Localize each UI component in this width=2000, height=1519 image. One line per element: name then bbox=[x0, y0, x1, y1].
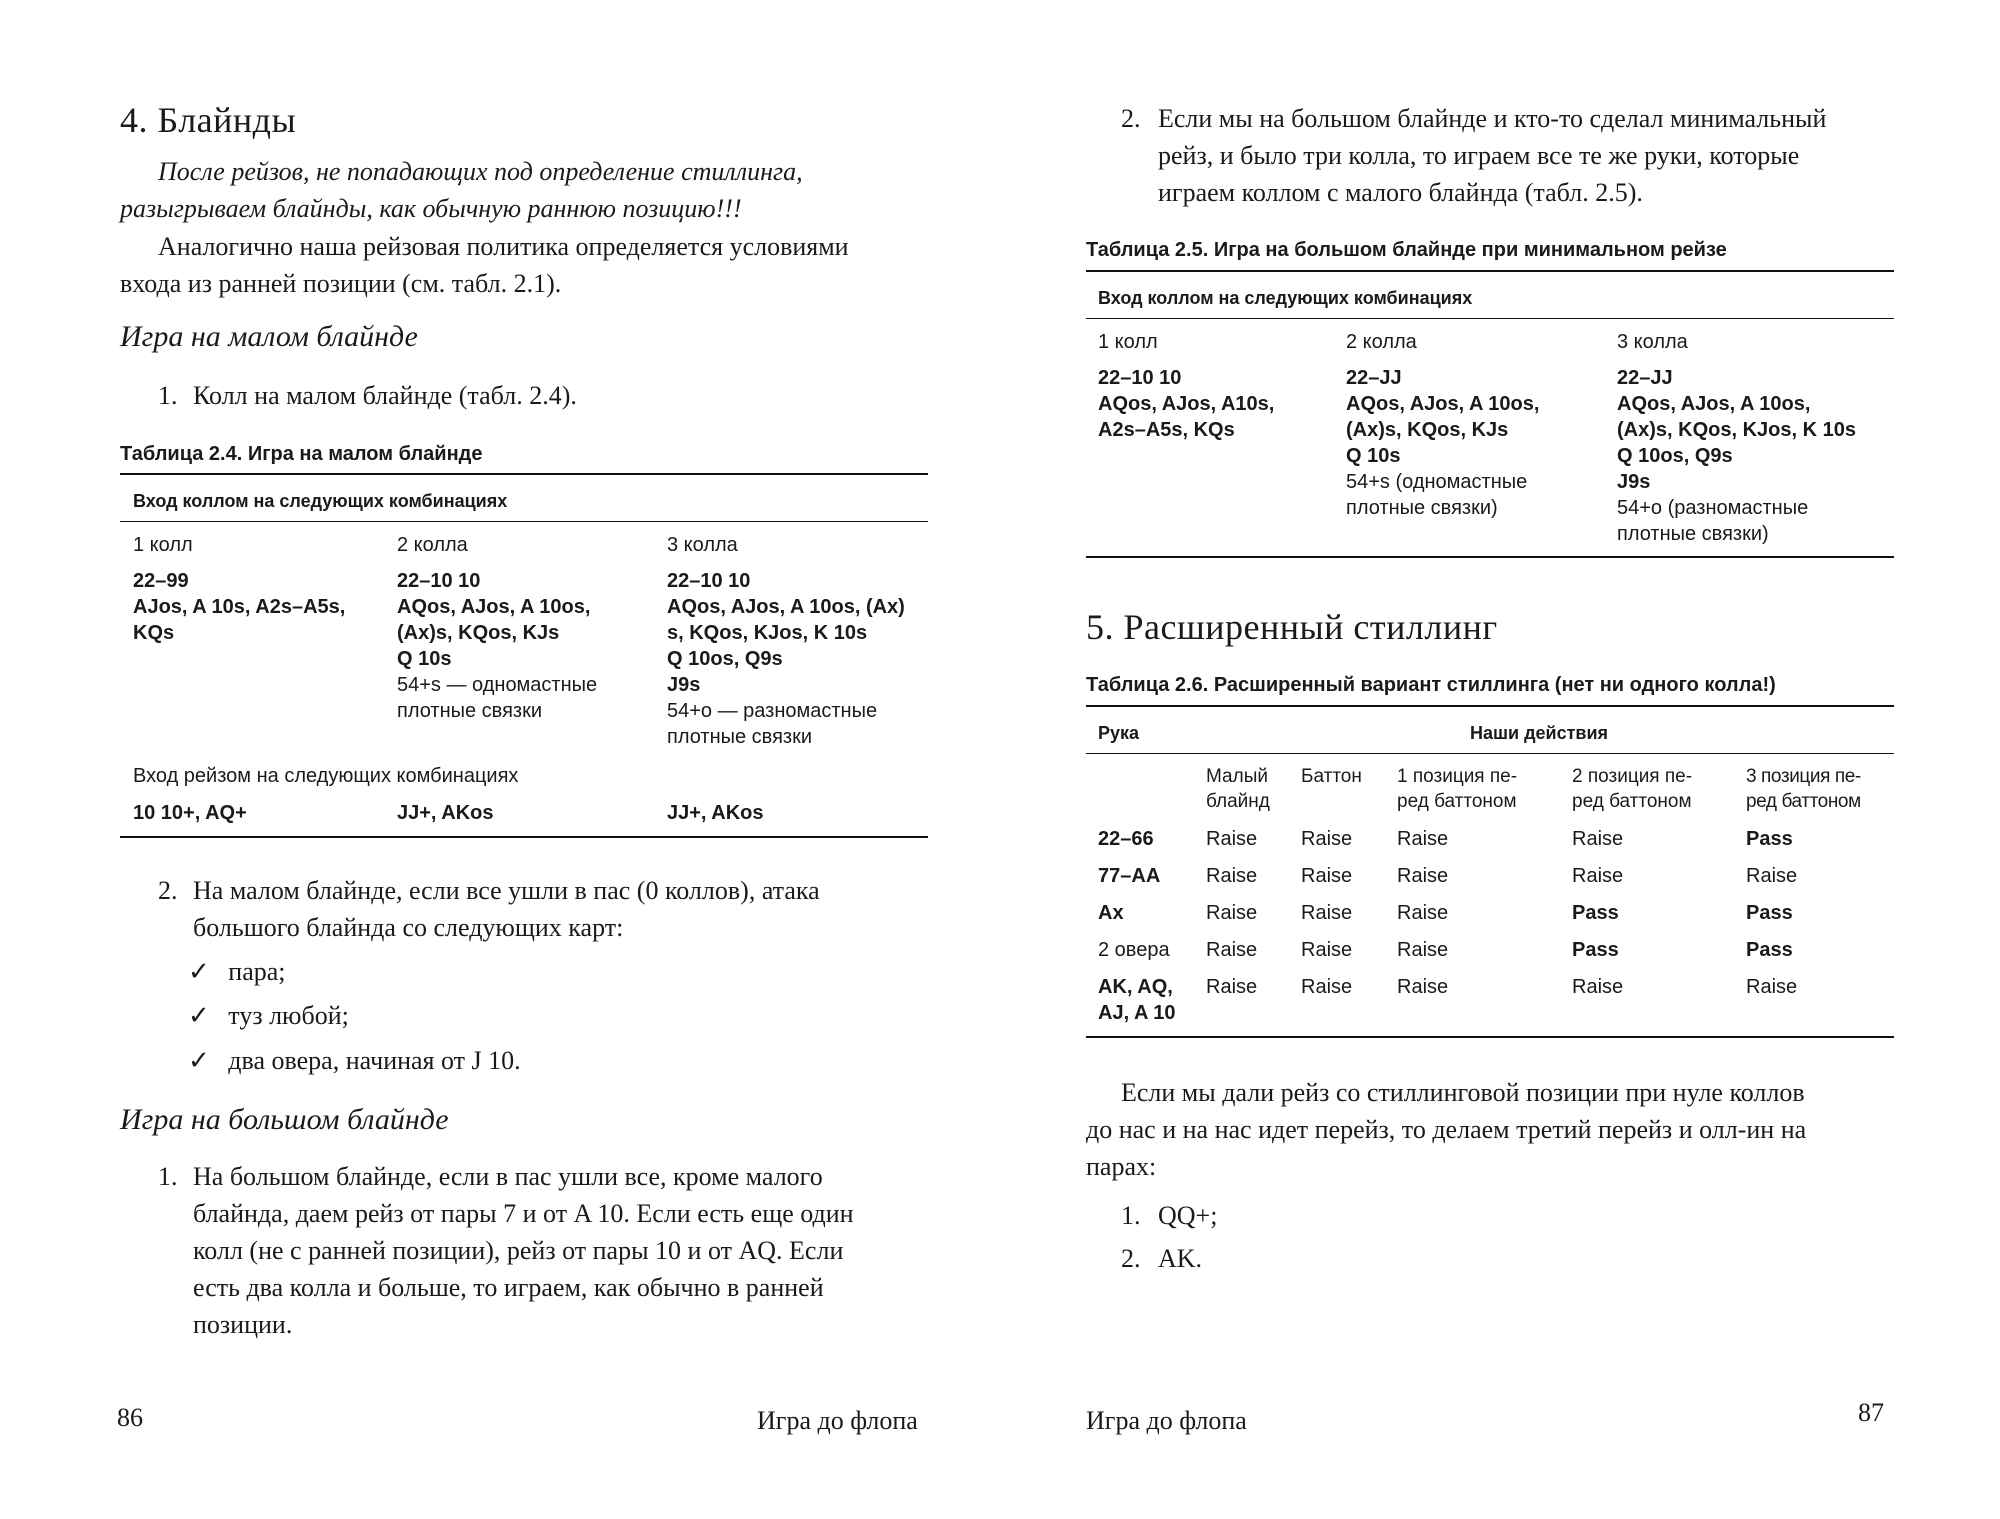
cell-line: Баттон bbox=[1301, 766, 1362, 787]
intro-text-line-2: входа из ранней позиции (см. табл. 2.1). bbox=[120, 269, 562, 298]
raise-cell-3: JJ+, AKos bbox=[667, 802, 764, 824]
cell-line: KQs bbox=[133, 622, 175, 644]
cell-line: 3 позиция пе- bbox=[1746, 766, 1861, 787]
sub-head-button bbox=[1301, 764, 1362, 789]
check-item-2 bbox=[188, 997, 349, 1034]
col-head-3: 3 колла bbox=[667, 534, 738, 556]
row-cell: Pass bbox=[1572, 939, 1619, 961]
row-cell: Raise bbox=[1572, 828, 1624, 850]
list-item-1 bbox=[158, 377, 758, 414]
sub-head-pos-1 bbox=[1397, 764, 1517, 814]
check-text: пара; bbox=[228, 957, 286, 986]
section-title-blinds: 4. Блайнды bbox=[120, 100, 297, 140]
cell-line: 22–JJ bbox=[1346, 367, 1402, 389]
paragraph-line-3: парах: bbox=[1086, 1152, 1157, 1181]
cell-line: плотные связки) bbox=[1617, 523, 1769, 545]
cell-line: Малый bbox=[1206, 766, 1268, 787]
check-item-3 bbox=[188, 1042, 521, 1079]
list-number: 2. bbox=[158, 876, 178, 905]
cell-line: AQos, AJos, A 10os, bbox=[1346, 393, 1540, 415]
cell-line: AJos, A 10s, A2s–A5s, bbox=[133, 596, 346, 618]
cell-line: блайнд bbox=[1206, 791, 1270, 812]
list-text: AK. bbox=[1158, 1244, 1203, 1273]
list-line: есть два колла и больше, то играем, как обычно в ранней bbox=[193, 1273, 824, 1302]
sub-head-pos-2 bbox=[1572, 764, 1692, 814]
subheading-small-blind: Игра на малом блайнде bbox=[120, 320, 418, 353]
cell-line: 1 позиция пе- bbox=[1397, 766, 1518, 787]
cell-line: 54+s (одномастные bbox=[1346, 471, 1528, 493]
cell-line: s, KQos, KJos, K 10s bbox=[667, 622, 868, 644]
table-2-4-col-2 bbox=[397, 568, 597, 724]
paragraph-line-1: Если мы дали рейз со стиллинговой позиции при нуле коллов bbox=[1121, 1078, 1805, 1107]
table-2-5-col-2 bbox=[1346, 365, 1539, 521]
table-rule bbox=[120, 473, 928, 475]
row-cell: Pass bbox=[1746, 939, 1793, 961]
list-number: 2. bbox=[1121, 1244, 1141, 1273]
table-rule bbox=[120, 521, 928, 522]
raise-cell-1: 10 10+, AQ+ bbox=[133, 802, 247, 824]
row-cell: Pass bbox=[1746, 828, 1793, 850]
table-2-5-header: Вход коллом на следующих комбинациях bbox=[1098, 288, 1473, 308]
cell-line: Q 10os, Q9s bbox=[667, 648, 783, 670]
cell-line: Q 10os, Q9s bbox=[1617, 445, 1733, 467]
col-head-2: 2 колла bbox=[397, 534, 468, 556]
row-cell: Raise bbox=[1397, 939, 1449, 961]
col-head-1: 1 колл bbox=[133, 534, 193, 556]
list-line: большого блайнда со следующих карт: bbox=[193, 913, 624, 942]
row-cell: Raise bbox=[1572, 976, 1624, 998]
cell-line: AQos, AJos, A 10os, bbox=[1617, 393, 1811, 415]
row-cell: Raise bbox=[1206, 976, 1258, 998]
cell-line: Q 10s bbox=[397, 648, 452, 670]
cell-line: (Ax)s, KQos, KJs bbox=[397, 622, 560, 644]
cell-line: 22–10 10 bbox=[1098, 367, 1182, 389]
table-2-5-col-1 bbox=[1098, 365, 1274, 443]
list-text: QQ+; bbox=[1158, 1201, 1218, 1230]
table-2-6-head-hand: Рука bbox=[1098, 723, 1140, 743]
cell-line: 22–10 10 bbox=[397, 570, 481, 592]
cell-line: J9s bbox=[667, 674, 701, 696]
row-cell: Raise bbox=[1397, 865, 1449, 887]
row-cell: Raise bbox=[1397, 902, 1449, 924]
list-line: колл (не с ранней позиции), рейз от пары 10 и от AQ. Если bbox=[193, 1236, 844, 1265]
check-text: туз любой; bbox=[228, 1001, 349, 1030]
table-rule bbox=[1086, 556, 1894, 558]
cell-line: A2s–A5s, KQs bbox=[1098, 419, 1235, 441]
row-cell: Pass bbox=[1746, 902, 1793, 924]
row-cell: Raise bbox=[1572, 865, 1624, 887]
table-rule bbox=[1086, 705, 1894, 707]
table-2-5-col-3 bbox=[1617, 365, 1856, 547]
page-number: 86 bbox=[117, 1403, 143, 1432]
list-text bbox=[193, 872, 820, 946]
table-2-4-raise-header: Вход рейзом на следующих комбинациях bbox=[133, 765, 519, 787]
table-2-6-head-actions: Наши действия bbox=[1470, 723, 1609, 743]
list-item-ak bbox=[1121, 1240, 1421, 1277]
row-cell: Raise bbox=[1397, 828, 1449, 850]
list-line: блайнда, даем рейз от пары 7 и от A 10. Если есть еще один bbox=[193, 1199, 854, 1228]
intro-text-line-1: Аналогично наша рейзовая политика определяется условиями bbox=[158, 232, 849, 261]
list-item-qq bbox=[1121, 1197, 1421, 1234]
table-2-4-caption: Таблица 2.4. Игра на малом блайнде bbox=[120, 443, 483, 465]
list-text bbox=[1158, 100, 1826, 211]
table-rule bbox=[1086, 753, 1894, 754]
table-rule bbox=[1086, 318, 1894, 319]
row-cell: Raise bbox=[1301, 939, 1353, 961]
table-2-6-caption: Таблица 2.6. Расширенный вариант стиллинга (нет ни одного колла!) bbox=[1086, 674, 1776, 696]
table-rule bbox=[1086, 1036, 1894, 1038]
row-cell: Raise bbox=[1206, 939, 1258, 961]
list-item-2-top bbox=[1121, 100, 1901, 215]
list-number: 2. bbox=[1121, 104, 1141, 133]
checkmark-icon: ✓ bbox=[188, 1046, 210, 1075]
cell-line: 22–10 10 bbox=[667, 570, 751, 592]
row-cell: Raise bbox=[1206, 902, 1258, 924]
right-page bbox=[1000, 0, 2000, 1519]
checkmark-icon: ✓ bbox=[188, 1001, 210, 1030]
cell-line: 54+s — одномастные bbox=[397, 674, 598, 696]
page-number: 87 bbox=[1858, 1398, 1884, 1427]
cell-line: Q 10s bbox=[1346, 445, 1401, 467]
list-line: позиции. bbox=[193, 1310, 293, 1339]
col-head-2: 2 колла bbox=[1346, 331, 1417, 353]
table-2-4-header: Вход коллом на следующих комбинациях bbox=[133, 491, 508, 511]
list-line: Если мы на большом блайнде и кто-то сделал минимальный bbox=[1158, 104, 1827, 133]
row-cell: Raise bbox=[1301, 976, 1353, 998]
row-hand: 22–66 bbox=[1098, 828, 1154, 850]
cell-line: AQos, AJos, A 10os, bbox=[397, 596, 591, 618]
cell-line: ред баттоном bbox=[1397, 791, 1517, 812]
list-line: На малом блайнде, если все ушли в пас (0 коллов), атака bbox=[193, 876, 820, 905]
cell-line: 22–99 bbox=[133, 570, 189, 592]
intro-italic-line-1: После рейзов, не попадающих под определение стиллинга, bbox=[158, 157, 803, 186]
row-hand: 2 овера bbox=[1098, 939, 1170, 961]
cell-line: 2 позиция пе- bbox=[1572, 766, 1693, 787]
cell-line: плотные связки bbox=[667, 726, 812, 748]
cell-line: J9s bbox=[1617, 471, 1651, 493]
intro-italic-line-2: разыгрываем блайнды, как обычную раннюю позицию!!! bbox=[120, 194, 742, 223]
table-2-5-caption: Таблица 2.5. Игра на большом блайнде при минимальном рейзе bbox=[1086, 239, 1727, 261]
row-hand: Ax bbox=[1098, 902, 1124, 924]
row-hand: 77–AA bbox=[1098, 865, 1161, 887]
check-item-1 bbox=[188, 953, 286, 990]
cell-line: AQos, AJos, A 10os, (Ax) bbox=[667, 596, 905, 618]
section-title-extended-stealing: 5. Расширенный стиллинг bbox=[1086, 607, 1498, 647]
list-line: рейз, и было три колла, то играем все те же руки, которые bbox=[1158, 141, 1800, 170]
cell-line: AK, AQ, bbox=[1098, 976, 1173, 998]
table-rule bbox=[120, 836, 928, 838]
cell-line: 54+o (разномастные bbox=[1617, 497, 1809, 519]
list-number: 1. bbox=[158, 381, 178, 410]
sub-head-pos-3 bbox=[1746, 764, 1861, 814]
cell-line: AJ, A 10 bbox=[1098, 1002, 1176, 1024]
check-text: два овера, начиная от J 10. bbox=[228, 1046, 521, 1075]
cell-line: ред баттоном bbox=[1572, 791, 1692, 812]
raise-cell-2: JJ+, AKos bbox=[397, 802, 494, 824]
row-cell: Raise bbox=[1746, 865, 1798, 887]
sub-head-small-blind bbox=[1206, 764, 1270, 814]
list-item-2 bbox=[158, 872, 938, 952]
cell-line: 22–JJ bbox=[1617, 367, 1673, 389]
col-head-1: 1 колл bbox=[1098, 331, 1158, 353]
cell-line: AQos, AJos, A10s, bbox=[1098, 393, 1275, 415]
row-cell: Raise bbox=[1746, 976, 1798, 998]
row-cell: Raise bbox=[1206, 828, 1258, 850]
table-2-4-col-1 bbox=[133, 568, 345, 646]
table-rule bbox=[1086, 270, 1894, 272]
row-hand bbox=[1098, 974, 1175, 1026]
list-text: Колл на малом блайнде (табл. 2.4). bbox=[193, 381, 577, 410]
cell-line: плотные связки) bbox=[1346, 497, 1498, 519]
cell-line: плотные связки bbox=[397, 700, 542, 722]
col-head-3: 3 колла bbox=[1617, 331, 1688, 353]
row-cell: Raise bbox=[1206, 865, 1258, 887]
list-line: На большом блайнде, если в пас ушли все, кроме малого bbox=[193, 1162, 823, 1191]
row-cell: Raise bbox=[1397, 976, 1449, 998]
checkmark-icon: ✓ bbox=[188, 957, 210, 986]
cell-line: ред баттоном bbox=[1746, 791, 1861, 812]
row-cell: Raise bbox=[1301, 828, 1353, 850]
table-2-4-col-3 bbox=[667, 568, 905, 750]
running-footer: Игра до флопа bbox=[1086, 1406, 1247, 1435]
cell-line: (Ax)s, KQos, KJos, K 10s bbox=[1617, 419, 1856, 441]
subheading-big-blind: Игра на большом блайнде bbox=[120, 1103, 449, 1136]
paragraph-line-2: до нас и на нас идет перейз, то делаем третий перейз и олл-ин на bbox=[1086, 1115, 1807, 1144]
row-cell: Pass bbox=[1572, 902, 1619, 924]
list-item-3 bbox=[158, 1158, 938, 1348]
cell-line: (Ax)s, KQos, KJs bbox=[1346, 419, 1509, 441]
row-cell: Raise bbox=[1301, 902, 1353, 924]
list-number: 1. bbox=[158, 1162, 178, 1191]
list-number: 1. bbox=[1121, 1201, 1141, 1230]
list-text bbox=[193, 1158, 854, 1343]
list-line: играем коллом с малого блайнда (табл. 2.5). bbox=[1158, 178, 1643, 207]
running-footer: Игра до флопа bbox=[757, 1406, 918, 1435]
cell-line: 54+o — разномастные bbox=[667, 700, 878, 722]
row-cell: Raise bbox=[1301, 865, 1353, 887]
